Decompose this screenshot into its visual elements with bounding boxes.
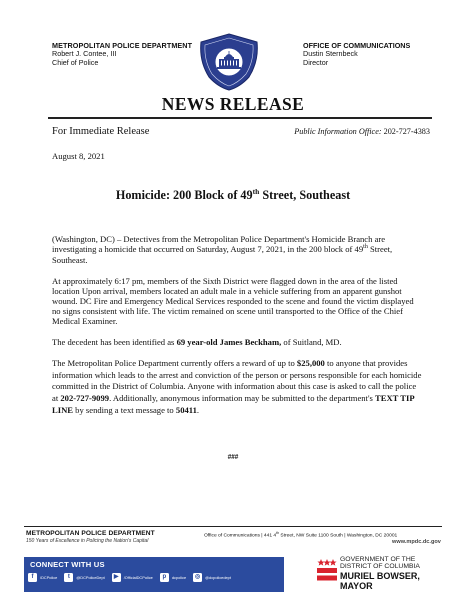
social-links [28, 573, 235, 582]
p3-text: The decedent has been identified as [52, 337, 177, 348]
connect-with-us-bar [24, 557, 284, 592]
end-mark: ### [227, 453, 239, 461]
release-body [52, 234, 423, 427]
p4-d: by sending a text message to [73, 405, 176, 415]
twitter-icon[interactable]: t [64, 573, 73, 582]
gov-name [340, 556, 420, 571]
news-release-title: NEWS RELEASE [161, 94, 305, 114]
social-handle-facebook[interactable]: /DCPolice [40, 575, 58, 580]
release-date: August 8, 2021 [52, 151, 105, 161]
instagram-icon[interactable]: ◎ [194, 574, 201, 580]
pio-label: Public Information Office: [294, 127, 382, 136]
footer-website-link[interactable]: www.mpdc.dc.gov [392, 539, 441, 545]
director-title: Director [303, 57, 329, 67]
footer-divider [24, 526, 442, 527]
chief-name: Robert J. Contee, III [52, 49, 117, 59]
social-handle-twitter[interactable]: @DCPoliceDept [76, 575, 105, 580]
social-handle-instagram[interactable]: @dcpolicedept [205, 575, 231, 580]
paragraph-3 [52, 337, 423, 347]
headline-sup: th [252, 187, 260, 196]
director-name: Dustin Sternbeck [303, 49, 358, 59]
paragraph-4 [52, 358, 423, 417]
reward-amount: $25,000 [296, 357, 325, 368]
youtube-icon[interactable]: ▶ [112, 573, 121, 582]
footer-city: Washington, DC 20001 [346, 533, 398, 539]
social-handle-periscope[interactable]: dcpolice [171, 575, 187, 580]
text-tip-line: TEXT TIP LINE [52, 393, 415, 415]
p1-tail: Street, Southeast. [52, 244, 393, 265]
p3-tail: of Suitland, MD. [281, 337, 342, 348]
gov-line-2: DISTRICT OF COLUMBIA [340, 563, 420, 571]
paragraph-1 [52, 234, 423, 265]
headline-post: Street, Southeast [259, 188, 351, 203]
footer-street: Street, NW Suite 1100 South [279, 533, 343, 539]
footer-street-num: 441 4 [263, 533, 277, 539]
footer-street-sup: th [276, 531, 280, 535]
footer-office: Office of Communications [204, 533, 260, 539]
pio-phone: 202-727-4383 [383, 127, 430, 136]
connect-title: CONNECT WITH US [30, 560, 105, 569]
dc-government-block [317, 556, 447, 591]
chief-title: Chief of Police [52, 57, 99, 67]
footer-tagline: 150 Years of Excellence in Policing the Nation's Capital [26, 538, 149, 544]
tip-number: 50411 [175, 405, 197, 415]
footer-address: Office of Communications | 441 4th Street, NW Suite 1100 South | Washington, DC 20001 [204, 531, 398, 539]
paragraph-2: At approximately 6:17 pm, members of the Sixth District were flagged down in the area of the listed location Upon arrival, members located an adult male in a vehicle suffering from an apparent gunshot wound. DC Fire and Emergency Medical Services responded to the scene and found the victim displayed no signs consistent with life. The victim remained on scene until transported to the Office of the Chief Medical Examiner. [52, 275, 414, 327]
p4-c: . Additionally, anonymous information may be submitted to the department's [109, 393, 375, 404]
header-right-block [303, 42, 410, 67]
release-line: For Immediate Release [52, 126, 150, 137]
dc-flag-logo [317, 558, 337, 582]
police-badge-logo [197, 33, 261, 91]
department-name: METROPOLITAN POLICE DEPARTMENT [52, 41, 193, 50]
title-divider [48, 117, 432, 119]
pio-contact [294, 127, 430, 136]
p1-sup: th [363, 244, 368, 251]
periscope-icon[interactable]: p [160, 573, 169, 582]
p4-b: to anyone that provides information which leads to the arrest and conviction of the person or persons responsible for each homicide committed in the District of Columbia. Anyone with information about this case is asked to call the police at [52, 357, 422, 404]
mayor-name: MURIEL BOWSER, MAYOR [340, 571, 420, 591]
p4-a: The Metropolitan Police Department currently offers a reward of up to [52, 357, 297, 368]
p4-e: . [196, 405, 200, 415]
headline [0, 187, 466, 203]
facebook-icon[interactable]: f [28, 573, 37, 582]
gov-line-1: GOVERNMENT OF THE [340, 556, 416, 563]
victim-name: 69 year-old James Beckham, [176, 337, 282, 348]
header-left-block [52, 42, 192, 67]
footer-org: METROPOLITAN POLICE DEPARTMENT [26, 530, 155, 537]
p1-text: (Washington, DC) – Detectives from the Metropolitan Police Department's Homicide Branch are investigating a homicide that occurred on Saturday, August 7, 2021, in the 200 block of 49 [52, 234, 386, 255]
headline-pre: Homicide: 200 Block of 49 [115, 188, 253, 203]
office-name: OFFICE OF COMMUNICATIONS [303, 41, 411, 50]
tip-phone: 202-727-9099 [60, 393, 110, 404]
social-handle-youtube[interactable]: /OfficialDCPolice [123, 575, 153, 580]
